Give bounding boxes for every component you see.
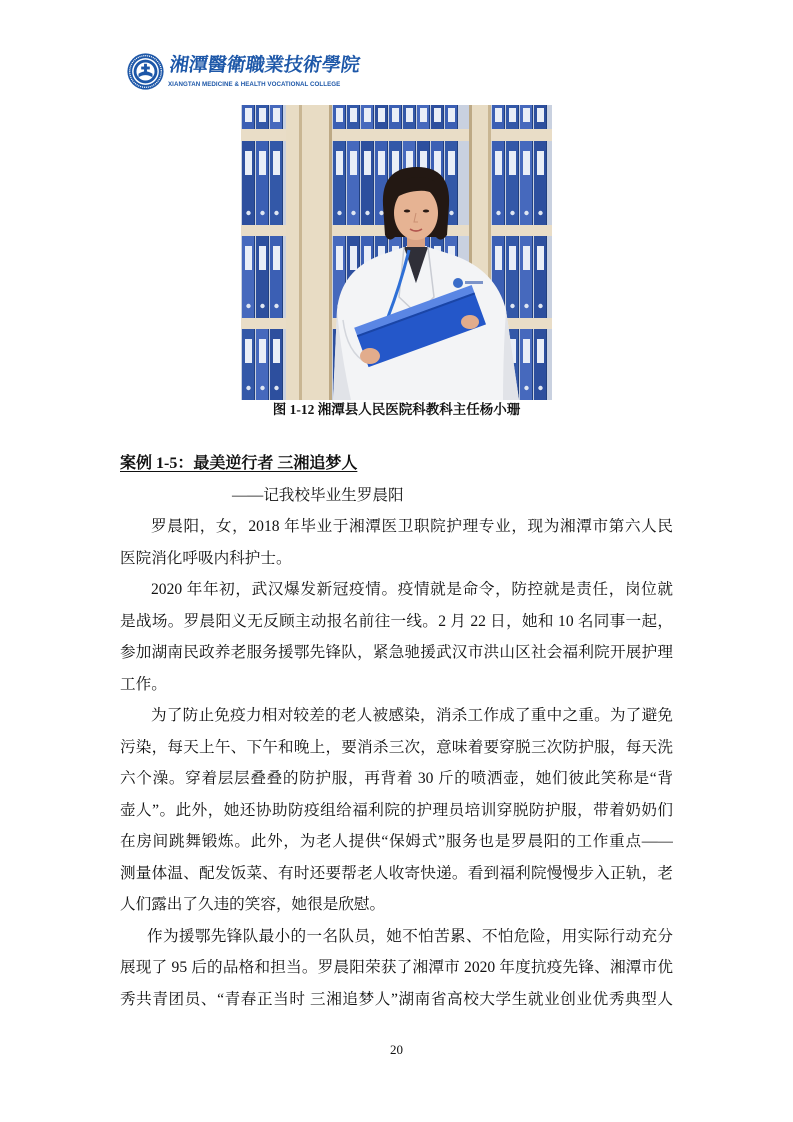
seal-cross-horizontal <box>141 67 150 70</box>
figure-caption: 图 1-12 湘潭县人民医院科教科主任杨小珊 <box>272 402 521 417</box>
binder-hole <box>496 211 500 215</box>
binder-edge <box>359 105 360 129</box>
binder-label <box>378 151 385 175</box>
binder-label <box>537 151 544 175</box>
college-name-en: XIANGTAN MEDICINE & HEALTH VOCATIONAL COLLEGE <box>168 81 341 88</box>
binder-hole <box>510 211 514 215</box>
binder-hole <box>379 211 383 215</box>
case-heading: 案例 1-5：最美逆行者 三湘追梦人 <box>120 455 358 472</box>
binder-label <box>420 108 427 122</box>
binder-label <box>392 108 399 122</box>
college-seal-icon <box>127 53 164 90</box>
binder-hole <box>246 211 250 215</box>
cabinet-frame-edge <box>329 105 332 400</box>
college-logo <box>127 52 362 92</box>
binder-edge <box>254 141 255 225</box>
body-line: 作为援鄂先锋队最小的一名队员，她不怕苦累、不怕危险，用实际行动充分 <box>147 927 673 945</box>
binder-label <box>364 151 371 175</box>
binder-hole <box>524 386 528 390</box>
college-name-cn: 湘潭醫衛職業技術學院 <box>168 54 362 76</box>
binder-edge <box>268 329 269 400</box>
binder-label <box>350 246 357 270</box>
binder-edge <box>254 236 255 318</box>
binder-label <box>273 339 280 363</box>
binder-edge <box>268 141 269 225</box>
binder-edge <box>546 105 547 129</box>
binder-label <box>350 151 357 175</box>
binder-label <box>509 246 516 270</box>
binder-edge <box>282 105 283 129</box>
binder-label <box>245 246 252 270</box>
person-eye <box>404 210 410 213</box>
binder-edge <box>373 105 374 129</box>
body-line: 人们露出了久违的笑容，她很是欣慰。 <box>120 896 386 913</box>
article <box>120 448 673 1015</box>
binder-hole <box>246 304 250 308</box>
binder-hole <box>260 386 264 390</box>
binder-hole <box>260 211 264 215</box>
binder-edge <box>532 141 533 225</box>
paragraph-1 <box>120 511 673 574</box>
binder-edge <box>518 236 519 318</box>
binder-hole <box>274 386 278 390</box>
binder-label <box>364 108 371 122</box>
binder-edge <box>359 141 360 225</box>
binder-edge <box>504 141 505 225</box>
binder-edge <box>546 141 547 225</box>
binder-hole <box>274 304 278 308</box>
body-line: 六个澡。穿着层层叠叠的防护服，再背着 30 斤的喷洒壶，她们彼此笑称是“背 <box>120 770 673 787</box>
binder-hole <box>351 211 355 215</box>
binder-label <box>523 108 530 122</box>
binder-label <box>259 151 266 175</box>
binder-hole <box>510 304 514 308</box>
binder-label <box>273 246 280 270</box>
binder-edge <box>254 329 255 400</box>
binder-edge <box>401 105 402 129</box>
staff-photo <box>241 105 552 400</box>
binder-label <box>245 151 252 175</box>
binder-edge <box>532 236 533 318</box>
case-subtitle: ——记我校毕业生罗晨阳 <box>232 486 404 504</box>
binder-hole <box>538 386 542 390</box>
body-line: 工作。 <box>120 675 167 693</box>
binder-label <box>406 108 413 122</box>
binder-edge <box>518 141 519 225</box>
cabinet-frame-left <box>286 105 332 400</box>
binder-edge <box>254 105 255 129</box>
binder-edge <box>415 105 416 129</box>
binder-hole <box>538 304 542 308</box>
binder-label <box>259 246 266 270</box>
person-hand <box>360 348 380 364</box>
binder-edge <box>268 105 269 129</box>
binder-edge <box>387 105 388 129</box>
body-line: 测量体温、配发饭菜、有时还要帮老人收寄快递。看到福利院慢慢步入正轨，老 <box>120 864 673 882</box>
binder-label <box>523 339 530 363</box>
paragraph-4 <box>120 921 673 1016</box>
coat-emblem-text <box>465 281 483 284</box>
binder-edge <box>268 236 269 318</box>
binder-hole <box>365 211 369 215</box>
binder-label <box>537 339 544 363</box>
binder-label <box>537 108 544 122</box>
binder-label <box>509 151 516 175</box>
binder-edge <box>282 236 283 318</box>
binder-label <box>336 246 343 270</box>
binder-hole <box>524 211 528 215</box>
binder-edge <box>373 141 374 225</box>
binder-hole <box>337 211 341 215</box>
binder-edge <box>443 105 444 129</box>
coat-emblem-icon <box>453 278 463 288</box>
binder-hole <box>260 304 264 308</box>
binder-label <box>245 339 252 363</box>
body-line: 医院消化呼吸内科护士。 <box>120 549 292 567</box>
body-line: 展现了 95 后的品格和担当。罗晨阳荣获了湘潭市 2020 年度抗疫先锋、湘潭市优 <box>120 959 673 976</box>
person-eye <box>423 210 429 213</box>
body-line: 是战场。罗晨阳义无反顾主动报名前往一线。2 月 22 日，她和 10 名同事一起， <box>120 612 673 630</box>
binder-edge <box>504 105 505 129</box>
binder-edge <box>546 236 547 318</box>
cabinet-frame-edge <box>299 105 302 400</box>
binder-edge <box>282 329 283 400</box>
paragraph-2 <box>120 574 673 700</box>
binder-edge <box>532 329 533 400</box>
binder-label <box>273 151 280 175</box>
body-line: 污染，每天上午、下午和晚上，要消杀三次，意味着要穿脱三次防护服，每天洗 <box>120 738 673 756</box>
binder-label <box>448 151 455 175</box>
binder-label <box>350 108 357 122</box>
binder-hole <box>524 304 528 308</box>
binder-edge <box>518 329 519 400</box>
binder-edge <box>345 105 346 129</box>
body-line: 壶人”。此外，她还协助防疫组给福利院的护理员培训穿脱防护服，带着奶奶们 <box>120 801 673 819</box>
binder-label <box>495 108 502 122</box>
body-line: 在房间跳舞锻炼。此外，为老人提供“保姆式”服务也是罗晨阳的工作重点—— <box>120 833 673 850</box>
binder-edge <box>518 105 519 129</box>
binder-edge <box>282 141 283 225</box>
binder-label <box>523 151 530 175</box>
binder-edge <box>345 141 346 225</box>
paragraph-3 <box>120 700 673 921</box>
binder-label <box>495 151 502 175</box>
binder-label <box>259 108 266 122</box>
binder-label <box>259 339 266 363</box>
binder-label <box>509 108 516 122</box>
page-number: 20 <box>390 1042 403 1057</box>
binder-edge <box>546 329 547 400</box>
binder-label <box>336 108 343 122</box>
binder-hole <box>274 211 278 215</box>
body-line: 秀共青团员、“青春正当时 三湘追梦人”湖南省高校大学生就业创业优秀典型人 <box>120 990 673 1008</box>
binder-label <box>495 246 502 270</box>
binder-label <box>336 151 343 175</box>
binder-label <box>448 108 455 122</box>
binder-label <box>523 246 530 270</box>
person-hand <box>461 315 479 329</box>
binder-label <box>378 108 385 122</box>
body-line: 罗晨阳，女，2018 年毕业于湘潭医卫职院护理专业，现为湘潭市第六人民 <box>151 518 673 535</box>
binder-label <box>273 108 280 122</box>
binder-label <box>537 246 544 270</box>
body-line: 2020 年年初，武汉爆发新冠疫情。疫情就是命令，防控就是责任，岗位就 <box>151 581 673 598</box>
binder-edge <box>457 141 458 225</box>
body-line: 为了防止免疫力相对较差的老人被感染，消杀工作成了重中之重。为了避免 <box>151 707 673 724</box>
binder-hole <box>246 386 250 390</box>
binder-hole <box>449 211 453 215</box>
binder-hole <box>538 211 542 215</box>
binder-edge <box>457 105 458 129</box>
binder-label <box>245 108 252 122</box>
body-line: 参加湖南民政养老服务援鄂先锋队，紧急驰援武汉市洪山区社会福利院开展护理 <box>120 644 673 661</box>
binder-edge <box>429 105 430 129</box>
binder-label <box>434 108 441 122</box>
binder-edge <box>532 105 533 129</box>
